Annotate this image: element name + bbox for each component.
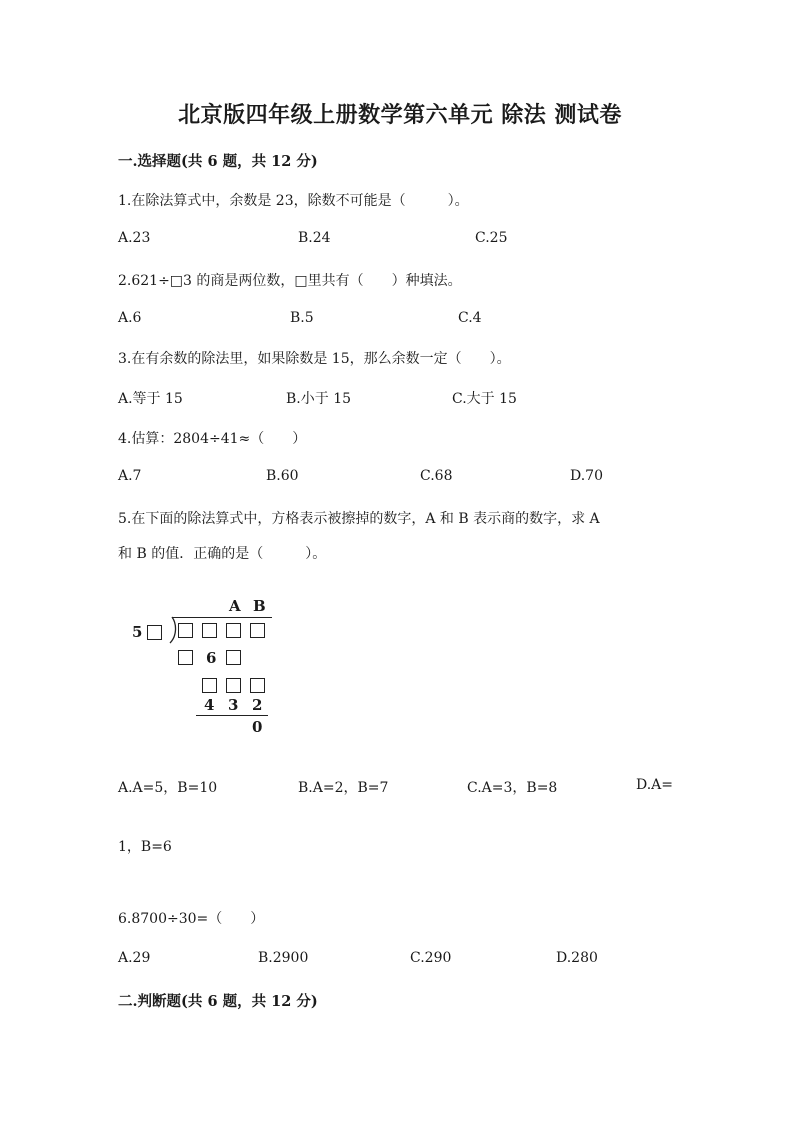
partial-blank-box — [226, 650, 241, 665]
remainder-blank-box — [226, 678, 241, 693]
division-bracket — [166, 616, 178, 644]
question-6-option-b[interactable]: B.2900 — [258, 950, 309, 966]
remainder-blank-box — [202, 678, 217, 693]
section-heading-judgment: 二.判断题(共 6 题，共 12 分) — [118, 993, 318, 1010]
divisor-digit: 5 — [132, 623, 143, 641]
question-2-option-b[interactable]: B.5 — [290, 310, 314, 326]
question-3-option-b[interactable]: B.小于 15 — [286, 391, 352, 407]
subtraction-line — [196, 715, 268, 716]
question-5-option-b[interactable]: B.A=2，B=7 — [298, 780, 389, 796]
question-4-stem: 4.估算：2804÷41≈（ ） — [118, 431, 307, 447]
product-digit: 3 — [228, 696, 239, 714]
question-2-option-c[interactable]: C.4 — [458, 310, 482, 326]
question-4-option-a[interactable]: A.7 — [118, 468, 142, 484]
partial-blank-box — [178, 650, 193, 665]
question-1-option-b[interactable]: B.24 — [298, 230, 331, 246]
product-digit: 2 — [252, 696, 263, 714]
question-4-option-b[interactable]: B.60 — [266, 468, 299, 484]
remainder-blank-box — [250, 678, 265, 693]
question-5-option-a[interactable]: A.A=5，B=10 — [118, 780, 218, 796]
question-6-option-a[interactable]: A.29 — [118, 950, 151, 966]
question-3-option-a[interactable]: A.等于 15 — [118, 391, 183, 407]
question-2-stem: 2.621÷□3 的商是两位数，□里共有（ ）种填法。 — [118, 273, 462, 289]
question-5-stem-line1: 5.在下面的除法算式中，方格表示被擦掉的数字，A 和 B 表示商的数字，求 A — [118, 511, 600, 527]
question-5-option-d-continued: 1，B=6 — [118, 839, 172, 855]
question-1-option-a[interactable]: A.23 — [118, 230, 151, 246]
division-bar — [172, 617, 272, 618]
dividend-blank-box — [250, 623, 265, 638]
dividend-blank-box — [178, 623, 193, 638]
section-heading-choice: 一.选择题(共 6 题，共 12 分) — [118, 153, 318, 170]
question-6-option-d[interactable]: D.280 — [556, 950, 598, 966]
question-2-option-a[interactable]: A.6 — [118, 310, 142, 326]
question-4-option-d[interactable]: D.70 — [570, 468, 603, 484]
question-5-option-c[interactable]: C.A=3，B=8 — [467, 780, 558, 796]
question-6-stem: 6.8700÷30=（ ） — [118, 911, 265, 927]
dividend-blank-box — [226, 623, 241, 638]
remainder-digit: 0 — [252, 718, 263, 736]
long-division-figure — [126, 590, 296, 740]
question-4-option-c[interactable]: C.68 — [420, 468, 453, 484]
partial-digit: 6 — [206, 649, 217, 667]
question-5-option-d[interactable]: D.A= — [636, 777, 674, 793]
question-6-option-c[interactable]: C.290 — [410, 950, 452, 966]
question-5-stem-line2: 和 B 的值．正确的是（ ）。 — [118, 546, 327, 562]
question-3-stem: 3.在有余数的除法里，如果除数是 15，那么余数一定（ ）。 — [118, 351, 511, 367]
question-1-stem: 1.在除法算式中，余数是 23，除数不可能是（ ）。 — [118, 193, 469, 209]
quotient-digit-b: B — [253, 597, 266, 615]
dividend-blank-box — [202, 623, 217, 638]
question-1-option-c[interactable]: C.25 — [475, 230, 508, 246]
quotient-digit-a: A — [229, 597, 241, 615]
divisor-blank-box — [147, 625, 162, 640]
page-title: 北京版四年级上册数学第六单元 除法 测试卷 — [178, 102, 622, 128]
question-3-option-c[interactable]: C.大于 15 — [452, 391, 517, 407]
product-digit: 4 — [204, 696, 215, 714]
